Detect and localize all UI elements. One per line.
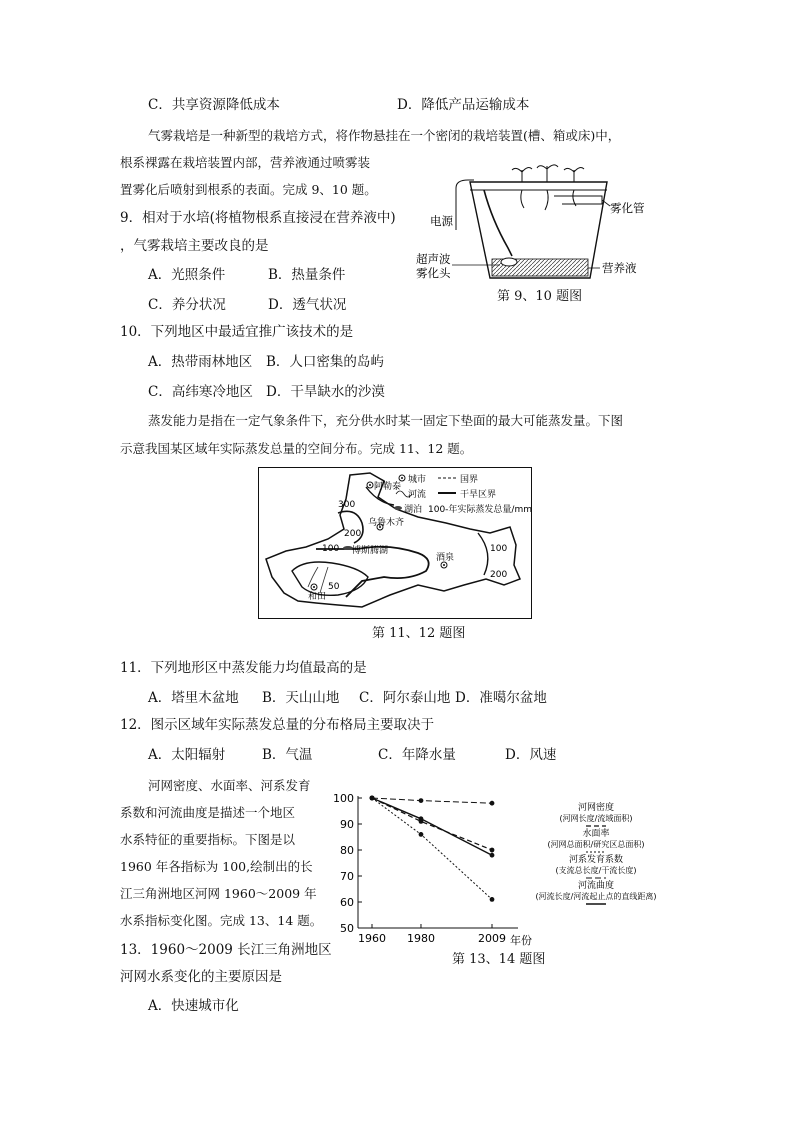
intro-13-14-line3: 水系特征的重要指标。下图是以 bbox=[120, 832, 296, 847]
y-tick-label: 50 bbox=[340, 922, 354, 935]
x-unit-label: 年份 bbox=[510, 934, 532, 947]
label-solution: 营养液 bbox=[602, 261, 637, 275]
legend-name: 河系发育系数 bbox=[568, 855, 624, 865]
q10-option-d: D．干旱缺水的沙漠 bbox=[266, 384, 385, 400]
ultrasonic-head bbox=[501, 258, 517, 266]
y-tick-label: 100 bbox=[333, 792, 354, 805]
evaporation-map bbox=[258, 467, 532, 619]
data-point bbox=[419, 798, 424, 803]
label-mist-tube: 雾化管 bbox=[610, 201, 645, 215]
q12-option-a: A．太阳辐射 bbox=[148, 747, 226, 763]
fig-11-12-caption: 第 11、12 题图 bbox=[372, 626, 466, 641]
svg-text:100-年实际蒸发总量/mm: 100-年实际蒸发总量/mm bbox=[428, 505, 532, 515]
iso-label-100-east: 100 bbox=[490, 544, 508, 554]
data-point bbox=[419, 819, 424, 824]
q11-stem: 11．下列地形区中蒸发能力均值最高的是 bbox=[120, 660, 367, 676]
iso-label-300: 300 bbox=[338, 500, 356, 510]
q10-option-a: A．热带雨林地区 bbox=[148, 354, 253, 370]
legend-name: 河网密度 bbox=[577, 803, 615, 813]
q10-option-b: B．人口密集的岛屿 bbox=[266, 354, 384, 370]
legend-name: 河流曲度 bbox=[577, 881, 615, 891]
legend-sub: (河流长度/河流起止点的直线距离) bbox=[535, 892, 657, 901]
lake-bosten-label: 博斯腾湖 bbox=[352, 546, 389, 556]
q11-option-c: C．阿尔泰山地 bbox=[359, 690, 451, 706]
x-tick-label: 2009 bbox=[478, 932, 506, 945]
y-tick-label: 70 bbox=[340, 870, 354, 883]
svg-text:湖泊: 湖泊 bbox=[404, 505, 423, 515]
svg-text:城市: 城市 bbox=[408, 475, 427, 485]
svg-text:干旱区界: 干旱区界 bbox=[460, 490, 497, 500]
city-jiuquan: 酒泉 bbox=[436, 553, 455, 563]
fig-9-10-caption: 第 9、10 题图 bbox=[497, 289, 583, 304]
fig-13-14-caption: 第 13、14 题图 bbox=[452, 952, 546, 967]
q9-stem-line1: 9．相对于水培(将植物根系直接浸在营养液中) bbox=[120, 210, 396, 226]
q11-option-d: D．准噶尔盆地 bbox=[455, 690, 547, 706]
legend-sub: (支流总长度/干流长度) bbox=[555, 866, 637, 875]
label-head-2: 雾化头 bbox=[416, 266, 451, 280]
q10-option-c: C．高纬寒冷地区 bbox=[148, 384, 253, 400]
q13-stem-line1: 13．1960～2009 长江三角洲地区 bbox=[120, 942, 332, 958]
iso-label-200-east: 200 bbox=[490, 570, 508, 580]
intro-9-10-line2: 根系裸露在栽培装置内部，营养液通过喷雾装 bbox=[120, 155, 371, 170]
q12-stem: 12．图示区域年实际蒸发总量的分布格局主要取决于 bbox=[120, 717, 435, 733]
plants-icon bbox=[512, 165, 584, 210]
legend-name: 水面率 bbox=[582, 829, 610, 839]
q9-option-d: D．透气状况 bbox=[268, 297, 347, 313]
intro-11-12-line1: 蒸发能力是指在一定气象条件下，充分供水时某一固定下垫面的最大可能蒸发量。下图 bbox=[148, 413, 624, 428]
q13-option-a: A．快速城市化 bbox=[148, 998, 239, 1014]
y-tick-label: 60 bbox=[340, 896, 354, 909]
data-point bbox=[370, 796, 375, 801]
intro-13-14-line1: 河网密度、水面率、河系发育 bbox=[148, 778, 311, 793]
q9-option-a: A．光照条件 bbox=[148, 267, 226, 283]
q11-option-b: B．天山山地 bbox=[262, 690, 340, 706]
q8-option-c: C．共享资源降低成本 bbox=[148, 97, 280, 113]
series-line-3 bbox=[372, 798, 492, 803]
data-point bbox=[490, 853, 495, 858]
q12-option-b: B．气温 bbox=[262, 747, 313, 763]
data-point bbox=[490, 848, 495, 853]
svg-text:国界: 国界 bbox=[460, 475, 479, 485]
legend-sub: (河网长度/流域面积) bbox=[559, 814, 633, 823]
city-hotan: 和田 bbox=[308, 592, 327, 602]
intro-13-14-line5: 江三角洲地区河网 1960～2009 年 bbox=[120, 886, 317, 901]
label-power: 电源 bbox=[430, 214, 453, 228]
q12-option-c: C．年降水量 bbox=[378, 747, 456, 763]
intro-9-10-line3: 置雾化后喷射到根系的表面。完成 9、10 题。 bbox=[120, 182, 377, 197]
y-tick-label: 80 bbox=[340, 844, 354, 857]
svg-text:河流: 河流 bbox=[408, 490, 427, 500]
q12-option-d: D．风速 bbox=[505, 747, 557, 763]
intro-13-14-line2: 系数和河流曲度是描述一个地区 bbox=[120, 805, 296, 820]
data-point bbox=[490, 801, 495, 806]
data-point bbox=[490, 897, 495, 902]
q9-option-c: C．养分状况 bbox=[148, 297, 226, 313]
intro-9-10-line1: 气雾栽培是一种新型的栽培方式，将作物悬挂在一个密闭的栽培装置(槽、箱或床)中， bbox=[148, 128, 621, 143]
intro-11-12-line2: 示意我国某区域年实际蒸发总量的空间分布。完成 11、12 题。 bbox=[120, 441, 473, 456]
q13-stem-line2: 河网水系变化的主要原因是 bbox=[120, 969, 282, 985]
intro-13-14-line4: 1960 年各指标为 100,绘制出的长 bbox=[120, 859, 313, 874]
iso-label-200: 200 bbox=[344, 529, 362, 539]
water-system-index-chart bbox=[328, 788, 678, 948]
legend-sub: (河网总面积/研究区总面积) bbox=[547, 840, 645, 849]
q10-stem: 10．下列地区中最适宜推广该技术的是 bbox=[120, 324, 354, 340]
y-tick-label: 90 bbox=[340, 818, 354, 831]
iso-label-100: 100 bbox=[322, 544, 340, 554]
intro-13-14-line6: 水系指标变化图。完成 13、14 题。 bbox=[120, 913, 323, 928]
chart-legend bbox=[536, 801, 657, 904]
series-line-2 bbox=[372, 798, 492, 899]
iso-label-50: 50 bbox=[328, 582, 340, 592]
x-tick-label: 1960 bbox=[358, 932, 386, 945]
mist-tube bbox=[554, 196, 602, 204]
city-altay: 阿勒泰 bbox=[374, 482, 402, 492]
label-head-1: 超声波 bbox=[416, 252, 451, 266]
x-tick-label: 1980 bbox=[406, 932, 435, 945]
city-urumqi: 乌鲁木齐 bbox=[368, 518, 405, 528]
data-point bbox=[419, 832, 424, 837]
q9-stem-line2: ，气雾栽培主要改良的是 bbox=[120, 238, 269, 254]
q11-option-a: A．塔里木盆地 bbox=[148, 690, 239, 706]
aeroponics-device-diagram bbox=[412, 160, 672, 285]
q8-option-d: D．降低产品运输成本 bbox=[397, 97, 530, 113]
q9-option-b: B．热量条件 bbox=[268, 267, 346, 283]
